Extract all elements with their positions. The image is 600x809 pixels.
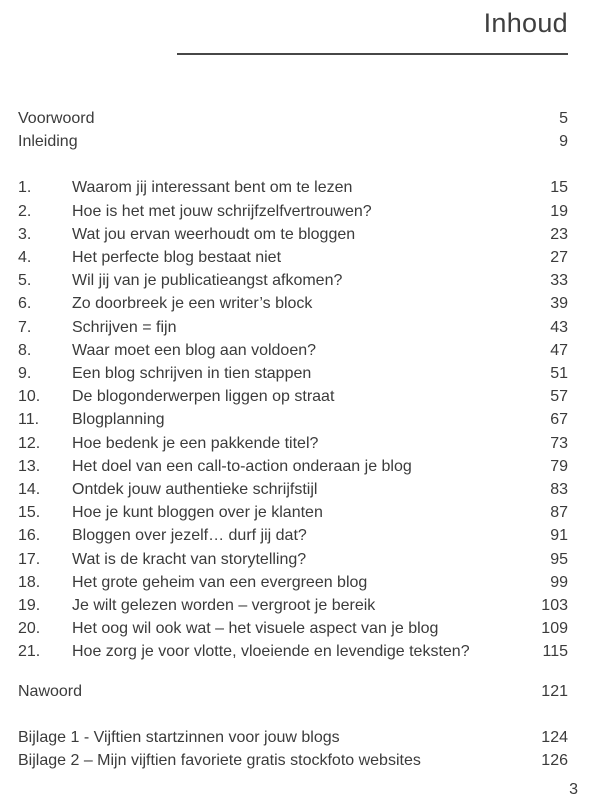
toc-entry [18,432,568,455]
toc-entry-title: Waarom jij interessant bent om te lezen [72,179,353,197]
toc-entry-title: Blogplanning [72,411,165,429]
toc-entry-title: Zo doorbreek je een writer’s block [72,295,313,313]
toc-entry-number: 1. [18,179,32,197]
toc-entry-page: 9 [559,133,568,151]
toc-entry-page: 87 [550,504,568,522]
toc-entry-title: Het doel van een call-to-action onderaan je blog [72,457,412,475]
toc-entry-page: 39 [550,295,568,313]
toc-entry [18,385,568,408]
chapter-list [18,176,568,663]
toc-entry-title: Het grote geheim van een evergreen blog [72,573,368,591]
toc-entry [18,362,568,385]
toc-entry-title: Bloggen over jezelf… durf jij dat? [72,527,307,545]
toc-entry-title: Voorwoord [18,110,95,127]
toc-entry [18,617,568,640]
toc-entry-title: Wat is de kracht van storytelling? [72,550,307,568]
toc-entry-page: 121 [541,682,568,700]
toc-entry-title: Inleiding [18,133,78,151]
toc-entry-title: Je wilt gelezen worden – vergroot je bereik [72,597,376,615]
toc-entry [18,524,568,547]
toc-entry-title: Hoe is het met jouw schrijfzelfvertrouwen? [72,202,372,220]
toc-entry-page: 126 [541,752,568,770]
toc-entry-number: 3. [18,225,32,243]
toc-entry-title: Bijlage 2 – Mijn vijftien favoriete gratis stockfoto websites [18,752,421,770]
toc-entry-title: Het perfecte blog bestaat niet [72,249,282,267]
toc-entry-title: Een blog schrijven in tien stappen [72,365,312,383]
page-title: Inhoud [483,8,568,38]
appendix-list [18,726,568,772]
toc-entry-page: 95 [550,550,568,568]
toc-entry-title: Wil jij van je publicatieangst afkomen? [72,272,343,290]
toc-entry-page: 83 [550,481,568,499]
toc-entry-page: 43 [550,318,568,336]
toc-entry [18,478,568,501]
toc-entry [18,223,568,246]
toc-entry-number: 8. [18,341,32,359]
toc-entry [18,107,568,130]
toc-entry-number: 12. [18,434,41,452]
back-matter-list [18,680,568,703]
toc-entry [18,594,568,617]
toc-entry-number: 19. [18,597,41,615]
toc-entry-number: 4. [18,249,32,267]
toc-entry-number: 9. [18,365,32,383]
toc-entry-title: Waar moet een blog aan voldoen? [72,341,317,359]
toc-entry-page: 57 [550,388,568,406]
toc-entry-page: 23 [550,225,568,243]
toc-entry [18,749,568,772]
toc-entry [18,292,568,315]
toc-entry [18,316,568,339]
toc-entry [18,501,568,524]
toc-entry-number: 17. [18,550,41,568]
toc-entry-title: De blogonderwerpen liggen op straat [72,388,335,406]
toc-entry [18,640,568,663]
toc-entry [18,176,568,199]
toc-entry-number: 14. [18,481,41,499]
toc-entry-page: 67 [550,411,568,429]
toc-entry-page: 73 [550,434,568,452]
toc-entry-title: Ontdek jouw authentieke schrijfstijl [72,481,318,499]
toc-entry-page: 91 [550,527,568,545]
toc-entry-number: 6. [18,295,32,313]
toc-entry-page: 51 [550,365,568,383]
toc-entry-number: 2. [18,202,32,220]
toc-entry-page: 99 [550,573,568,591]
toc-entry [18,680,568,703]
toc-entry [18,548,568,571]
toc-entry-page: 15 [550,179,568,197]
toc-entry-number: 16. [18,527,41,545]
toc-entry [18,269,568,292]
toc-entry-page: 33 [550,272,568,290]
toc-entry-number: 7. [18,318,32,336]
toc-entry-page: 79 [550,457,568,475]
toc-entry [18,130,568,153]
toc-entry-number: 21. [18,643,41,661]
toc-entry-number: 11. [18,411,40,429]
toc-entry-title: Schrijven = fijn [72,318,177,336]
toc-entry-title: Het oog wil ook wat – het visuele aspect van je blog [72,620,439,638]
toc-entry-title: Bijlage 1 - Vijftien startzinnen voor jouw blogs [18,728,340,746]
toc-entry-page: 19 [550,202,568,220]
toc-entry-number: 10. [18,388,41,406]
page-header [18,0,568,55]
toc-entry-page: 103 [541,597,568,615]
toc-entry-page: 124 [541,728,568,746]
toc-entry-page: 47 [550,341,568,359]
toc-entry-number: 20. [18,620,41,638]
toc-entry [18,408,568,431]
toc-entry [18,339,568,362]
toc-entry-number: 15. [18,504,41,522]
toc-entry [18,200,568,223]
toc-entry [18,455,568,478]
toc-entry-page: 5 [559,110,568,127]
toc-entry-title: Hoe je kunt bloggen over je klanten [72,504,323,522]
toc-entry-number: 18. [18,573,41,591]
toc-entry-page: 27 [550,249,568,267]
toc-entry [18,571,568,594]
page-footer [18,778,578,801]
toc-entry-number: 13. [18,457,41,475]
toc-entry-page: 109 [541,620,568,638]
toc-entry-title: Nawoord [18,682,83,700]
header-rule [177,53,568,55]
page-number: 3 [569,781,578,799]
toc-entry-number: 5. [18,272,32,290]
toc-entry [18,246,568,269]
toc-entry-title: Hoe zorg je voor vlotte, vloeiende en levendige teksten? [72,643,470,661]
toc-entry-title: Wat jou ervan weerhoudt om te bloggen [72,225,356,243]
toc-entry-page: 115 [542,643,568,661]
toc-entry-title: Hoe bedenk je een pakkende titel? [72,434,319,452]
toc-entry [18,726,568,749]
front-matter-list [18,107,568,153]
